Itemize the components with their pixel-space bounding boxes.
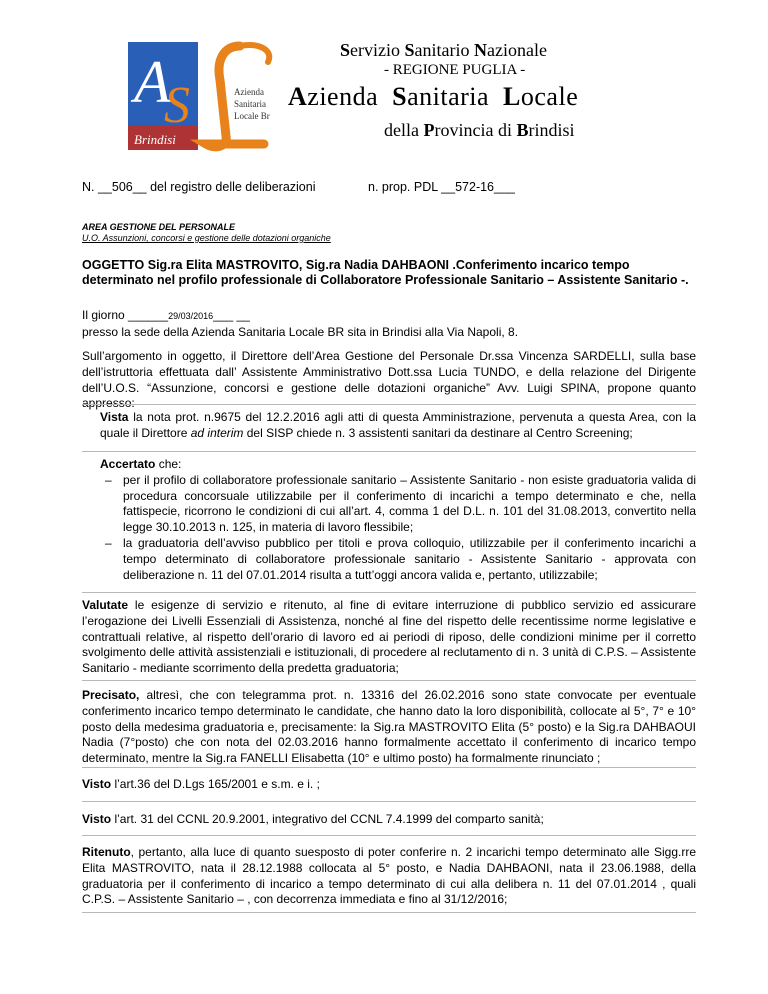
- giorno-line: Il giorno ______29/03/2016___ __: [82, 308, 250, 322]
- ritenuto-paragraph: Ritenuto, pertanto, alla luce di quanto suesposto di poter conferire n. 2 incarichi tempo determinato alle Sigg.rre Elita MASTROVITO, nata il 28.12.1988 collocata al 5° posto, e Nadia DAHBAONI, nata il 23.06.1988, della graduatoria per il conferimento di incarico a tempo determinato di cui alla delibera n. 11 del 07.01.2014 , quali C.P.S. – Assistente Sanitario – , con decorrenza immediata e fino al 31/12/2016;: [82, 845, 696, 907]
- visto-ccnl-paragraph: Visto l’art. 31 del CCNL 20.9.2001, integrativo del CCNL 7.4.1999 del comparto sanità;: [82, 812, 544, 826]
- header-provincia-brindisi: della Provincia di Brindisi: [384, 120, 575, 140]
- asl-brindisi-logo: [128, 40, 278, 152]
- giorno-date: 29/03/2016: [168, 311, 214, 321]
- visto-dlgs-paragraph: Visto l’art.36 del D.Lgs 165/2001 e s.m. e i. ;: [82, 777, 320, 791]
- logo-swirl: [240, 45, 269, 62]
- proposta-pdl: n. prop. PDL __572-16___: [368, 180, 515, 194]
- precisato-paragraph: Precisato, altresì, che con telegramma prot. n. 13316 del 26.02.2016 sono state convocate per eventuale conferimento incarico tempo determinato le candidate, che hanno dato la loro disponibilità, collocate al 5°, 7° e 10° posto della medesima graduatoria e, precisamente: la Sig.ra MASTROVITO Elita (5° posto) e la Sig.ra DAHBAOUI Nadia (7°posto) che con nota del 02.03.2016 hanno formalmente accettato il conferimento di incarico tempo determinato, mentre la Sig.ra FANELLI Elisabetta (10° e ultimo posto) ha formalmente rinunciato ;: [82, 688, 696, 766]
- intro-paragraph: Sull’argomento in oggetto, il Direttore dell’Area Gestione del Personale Dr.ssa Vincenza SARDELLI, sulla base dell’istruttoria effettuata dall’ Assistente Amministrativo Dott.ssa Lucia TUNDO, e della relazione del Dirigente dell’U.O.S. “Assunzione, concorsi e gestione delle dotazioni organiche” Avv. Luigi SPINA, propone quanto appresso:: [82, 349, 696, 411]
- sede-line: presso la sede della Azienda Sanitaria Locale BR sita in Brindisi alla Via Napoli, 8.: [82, 325, 519, 339]
- header-azienda-sanitaria-locale: Azienda Sanitaria Locale: [288, 82, 579, 111]
- oggetto: OGGETTO Sig.ra Elita MASTROVITO, Sig.ra Nadia DAHBAONI .Conferimento incarico tempo determinato nel profilo professionale di Collaboratore Professionale Sanitario – Assistente Sanitario -.: [82, 258, 689, 287]
- logo-letter-a: A: [134, 49, 171, 115]
- valutate-paragraph: Valutate le esigenze di servizio e ritenuto, al fine di evitare interruzione di pubblico servizio ed assicurare l’erogazione dei Livelli Essenziali di Assistenza, nonché al fine del rispetto delle recentissime norme legislative e contrattuali relative, al rispetto dell’orario di lavoro ed ai periodi di riposo, delle condizioni minime per il corretto svolgimento delle attività assistenziali e istituzionali, di procedere al reclutamento di n. 3 unità di C.P.S. – Assistente Sanitario - mediante scorrimento della predetta graduatoria;: [82, 598, 696, 676]
- giorno-block: [82, 307, 518, 340]
- registro-deliberazioni: N. __506__ del registro delle deliberazioni: [82, 180, 316, 194]
- header-regione-puglia: - REGIONE PUGLIA -: [384, 62, 526, 78]
- logo-side-text-3: Locale Br: [234, 111, 270, 121]
- area-title: AREA GESTIONE DEL PERSONALE: [82, 222, 236, 232]
- logo-side-text-2: Sanitaria: [234, 99, 266, 109]
- logo-city: Brindisi: [134, 132, 176, 147]
- accertato-item: – per il profilo di collaboratore professionale sanitario – Assistente Sanitario - non esiste graduatoria valida di procedura concorsuale utilizzabile per il conferimento di incarichi a tempo determinato e che, nella fattispecie, ricorrono le condizioni di cui all’art. 4, comma 1 del D.L. n. 101 del 31.08.2013, convertito nella legge 30.10.2013 n. 125, in materia di lavoro flessibile;: [100, 473, 696, 536]
- logo-side-text-1: Azienda: [234, 87, 264, 97]
- accertato-item: – la graduatoria dell’avviso pubblico per titoli e prova colloquio, utilizzabile per il conferimento incarichi a tempo determinato di collaboratore professionale sanitario - Assistente Sanitario - approvata con deliberazione n. 11 del 07.01.2014 risulta a tutt’oggi ancora valida e, pertanto, utilizzabile;: [100, 536, 696, 583]
- area-unit: U.O. Assunzioni, concorsi e gestione delle dotazioni organiche: [82, 233, 331, 243]
- accertato-paragraph: Accertato che: – per il profilo di collaboratore professionale sanitario – Assistente Sanitario - non esiste graduatoria valida di procedura concorsuale utilizzabile per il conferimento di incarichi a tempo determinato e che, nella fattispecie, ricorrono le condizioni di cui all’art. 4, comma 1 del D.L. n. 101 del 31.08.2013, convertito nella legge 30.10.2013 n. 125, in materia di lavoro flessibile; – la graduatoria dell’avviso pubblico per titoli e prova colloquio, utilizzabile per il conferimento incarichi a tempo determinato di collaboratore professionale sanitario - Assistente Sanitario - approvata con deliberazione n. 11 del 07.01.2014 risulta a tutt’oggi ancora valida e, pertanto, utilizzabile;: [100, 457, 696, 583]
- vista-paragraph: Vista la nota prot. n.9675 del 12.2.2016 agli atti di questa Amministrazione, pervenuta a questa Area, con la quale il Direttore ad interim del SISP chiede n. 3 assistenti sanitari da destinare al Centro Screening;: [100, 410, 696, 440]
- header-servizio-sanitario-nazionale: Servizio Sanitario Nazionale: [340, 40, 547, 60]
- logo-letter-s: S: [164, 77, 190, 134]
